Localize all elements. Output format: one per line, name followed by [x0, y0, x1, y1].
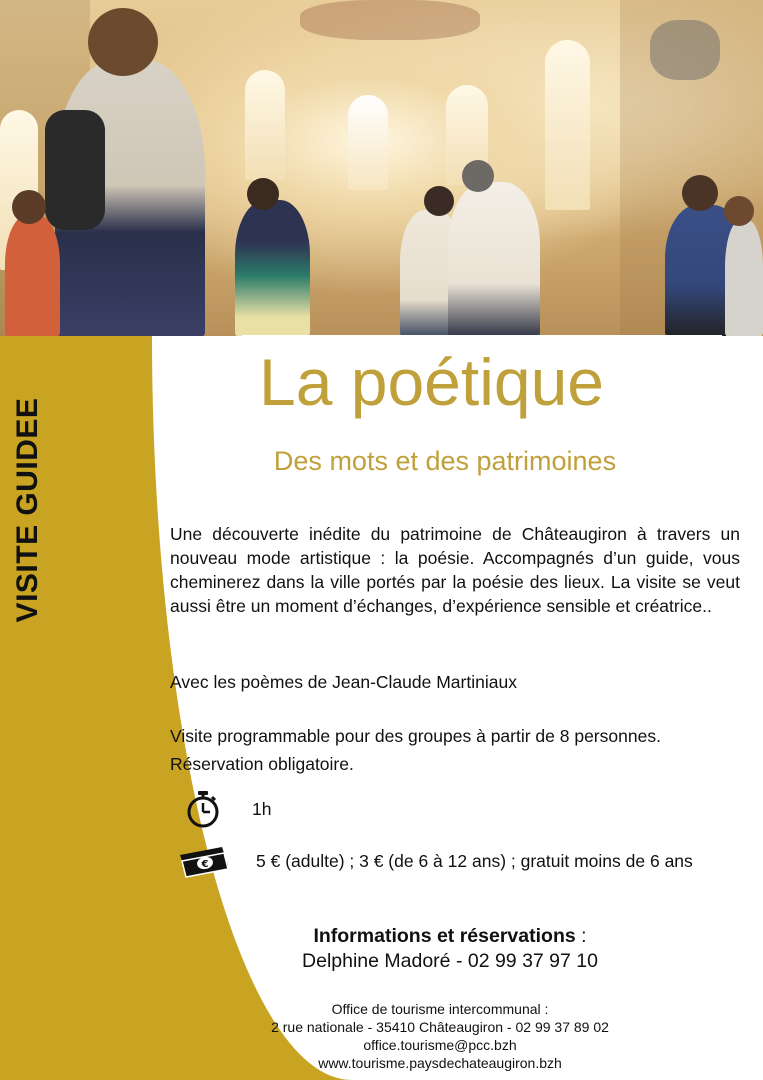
- description-paragraph: Une découverte inédite du patrimoine de Châteaugiron à travers un nouveau mode artistique : la poésie. Accompagnés d’un guide, vous cheminerez dans la ville portés par la poésie des lieux. La visite se veut aussi être un moment d’échanges, d’expérience sensible et créatrice..: [170, 524, 740, 616]
- svg-text:€: €: [201, 859, 209, 870]
- price-value: 5 € (adulte) ; 3 € (de 6 à 12 ans) ; gratuit moins de 6 ans: [256, 851, 693, 871]
- info-heading: [160, 923, 740, 949]
- office-address: 2 rue nationale - 35410 Châteaugiron - 02 99 37 89 02: [271, 1019, 609, 1035]
- office-name: Office de tourisme intercommunal :: [331, 1001, 549, 1017]
- office-email: office.tourisme@pcc.bzh: [363, 1037, 517, 1053]
- contact-line: Delphine Madoré - 02 99 37 97 10: [302, 950, 598, 972]
- page-title: La poétique: [259, 345, 604, 419]
- reservation-note: Réservation obligatoire.: [170, 754, 354, 774]
- groups-info: Visite programmable pour des groupes à partir de 8 personnes.: [170, 726, 661, 746]
- duration-value: 1h: [252, 799, 272, 819]
- page-subtitle: Des mots et des patrimoines: [273, 446, 617, 476]
- stopwatch-icon: [185, 790, 221, 828]
- side-label: VISITE GUIDEE: [11, 397, 44, 623]
- info-heading-text: Informations et réservations: [313, 925, 576, 947]
- header-photo: [0, 0, 763, 338]
- euro-banknote-icon: [178, 841, 230, 879]
- office-block: [250, 1000, 630, 1072]
- info-heading-colon: :: [575, 925, 587, 947]
- poems-credit: Avec les poèmes de Jean-Claude Martiniaux: [170, 672, 517, 692]
- office-website: www.tourisme.paysdechateaugiron.bzh: [318, 1055, 562, 1071]
